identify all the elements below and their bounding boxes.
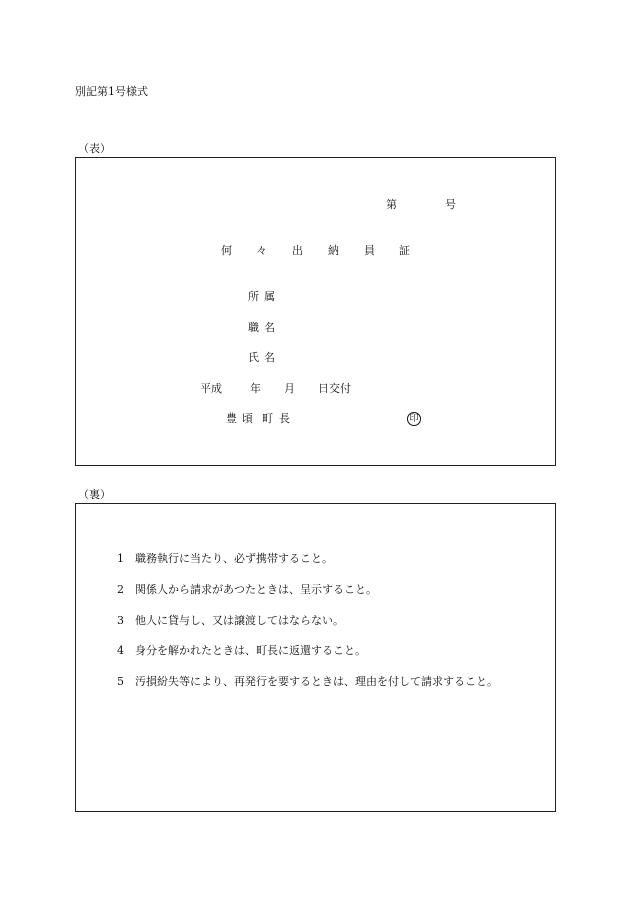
issuer-char: 町 xyxy=(262,412,273,425)
rule-text: 関係人から請求があつたときは、呈示すること。 xyxy=(135,583,377,596)
rule-text: 汚損紛失等により、再発行を要するときは、理由を付して請求すること。 xyxy=(135,675,498,688)
title-char: 納 xyxy=(328,244,339,257)
rule-text: 職務執行に当たり、必ず携帯すること。 xyxy=(135,552,333,565)
field-label-char: 氏 xyxy=(248,351,259,364)
back-side-label: （裏） xyxy=(78,488,111,501)
date-month: 月 xyxy=(284,382,295,395)
field-label-char: 所 xyxy=(248,290,259,303)
title-char: 々 xyxy=(256,244,267,257)
front-side-label: （表） xyxy=(78,142,111,155)
field-label-char: 名 xyxy=(264,321,275,334)
field-label-char: 名 xyxy=(264,351,275,364)
date-era: 平成 xyxy=(200,382,222,395)
issuer-char: 豊 xyxy=(226,412,237,425)
date-day: 日交付 xyxy=(318,382,351,395)
title-char: 出 xyxy=(292,244,303,257)
title-char: 員 xyxy=(364,244,375,257)
rule-number: 2 xyxy=(117,583,124,596)
seal-mark: 印 xyxy=(407,412,421,426)
number-suffix: 号 xyxy=(445,198,456,211)
date-year: 年 xyxy=(250,382,261,395)
rule-number: 3 xyxy=(117,614,124,627)
rule-number: 1 xyxy=(117,552,124,565)
rule-text: 身分を解かれたときは、町長に返還すること。 xyxy=(135,644,366,657)
rule-number: 5 xyxy=(117,675,124,688)
rule-number: 4 xyxy=(117,644,124,657)
back-side-box xyxy=(75,503,556,812)
field-label-char: 属 xyxy=(264,290,275,303)
issuer-char: 頃 xyxy=(242,412,253,425)
title-char: 何 xyxy=(221,244,232,257)
number-prefix: 第 xyxy=(386,198,397,211)
rule-text: 他人に貸与し、又は譲渡してはならない。 xyxy=(135,614,344,627)
front-side-box xyxy=(75,157,556,466)
issuer-char: 長 xyxy=(279,412,290,425)
form-number-label: 別記第1号様式 xyxy=(75,85,148,98)
field-label-char: 職 xyxy=(248,321,259,334)
title-char: 証 xyxy=(399,244,410,257)
